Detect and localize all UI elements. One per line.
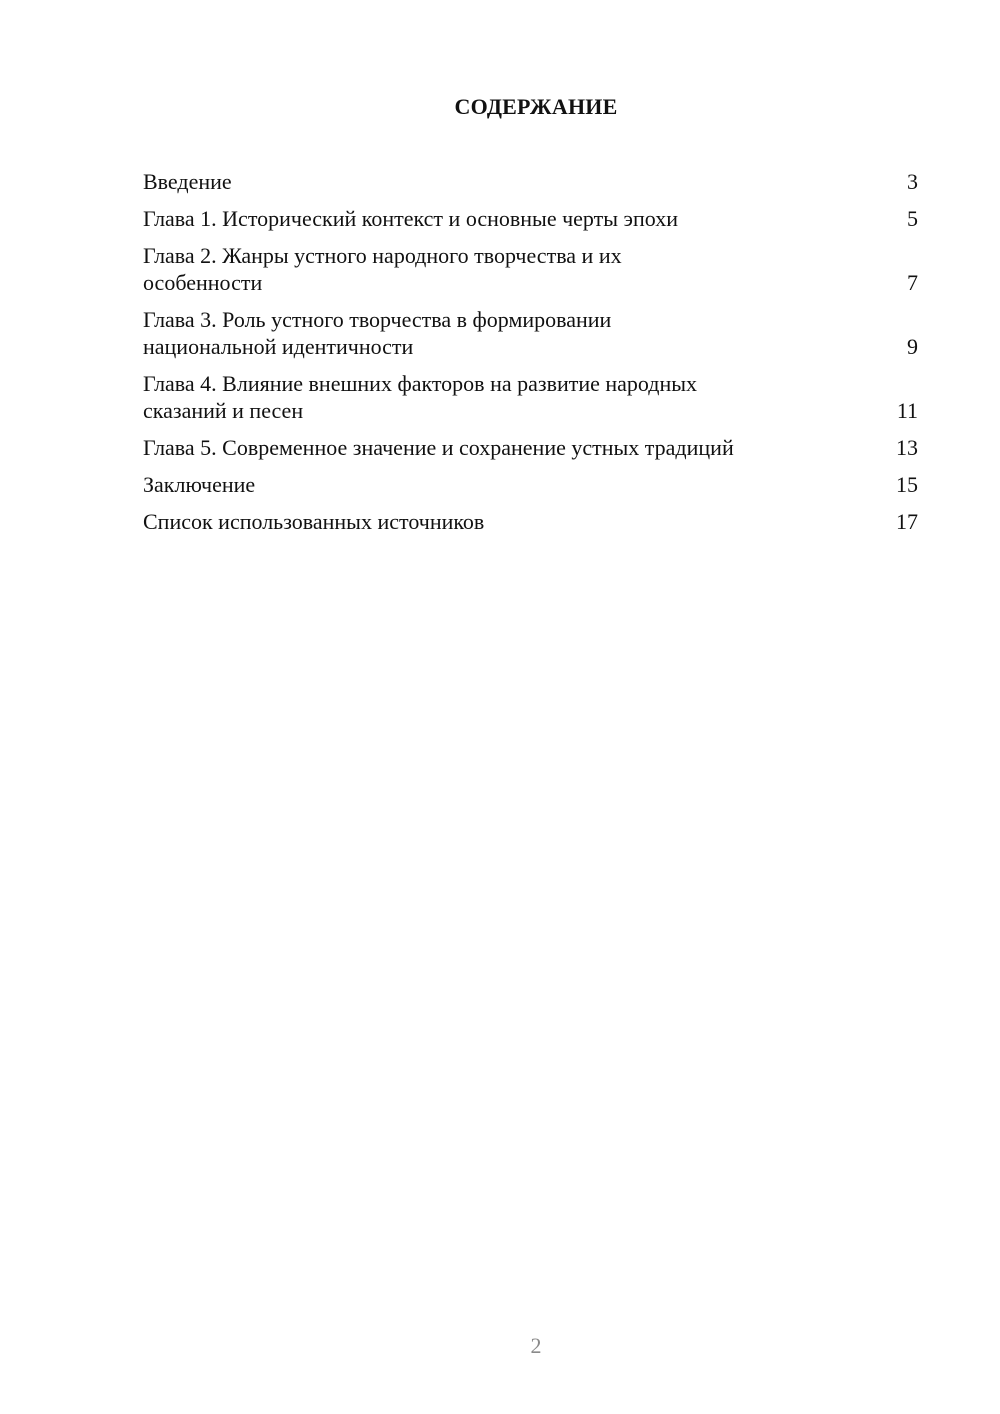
toc-entry-title: Введение [143, 169, 232, 194]
toc-entry-page: 11 [896, 398, 918, 423]
toc-entry-title: Глава 5. Современное значение и сохранение устных традиций [143, 435, 734, 460]
toc-entry-introduction [143, 168, 918, 195]
page-title: СОДЕРЖАНИЕ [454, 94, 618, 119]
table-of-contents [143, 168, 918, 545]
toc-entry-page: 9 [907, 334, 918, 359]
toc-entry-page: 13 [896, 435, 918, 460]
toc-entry-title: Глава 4. Влияние внешних факторов на развитие народных сказаний и песен [143, 371, 698, 423]
toc-entry-chapter-1 [143, 205, 918, 232]
toc-entry-title: Список использованных источников [143, 509, 485, 534]
toc-entry-title: Глава 1. Исторический контекст и основные черты эпохи [143, 206, 678, 231]
toc-entry-chapter-4 [143, 370, 918, 424]
toc-entry-page: 17 [896, 509, 918, 534]
toc-entry-page: 5 [907, 206, 918, 231]
toc-entry-page: 15 [896, 472, 918, 497]
toc-entry-chapter-2 [143, 242, 918, 296]
toc-entry-conclusion [143, 471, 918, 498]
toc-entry-title: Глава 2. Жанры устного народного творчества и их особенности [143, 243, 622, 295]
toc-entry-chapter-3 [143, 306, 918, 360]
page-number: 2 [530, 1333, 542, 1358]
toc-entry-references [143, 508, 918, 535]
toc-entry-title: Заключение [143, 472, 256, 497]
toc-entry-chapter-5 [143, 434, 918, 461]
toc-entry-title: Глава 3. Роль устного творчества в формировании национальной идентичности [143, 307, 612, 359]
toc-entry-page: 3 [907, 169, 918, 194]
toc-entry-page: 7 [907, 270, 918, 295]
